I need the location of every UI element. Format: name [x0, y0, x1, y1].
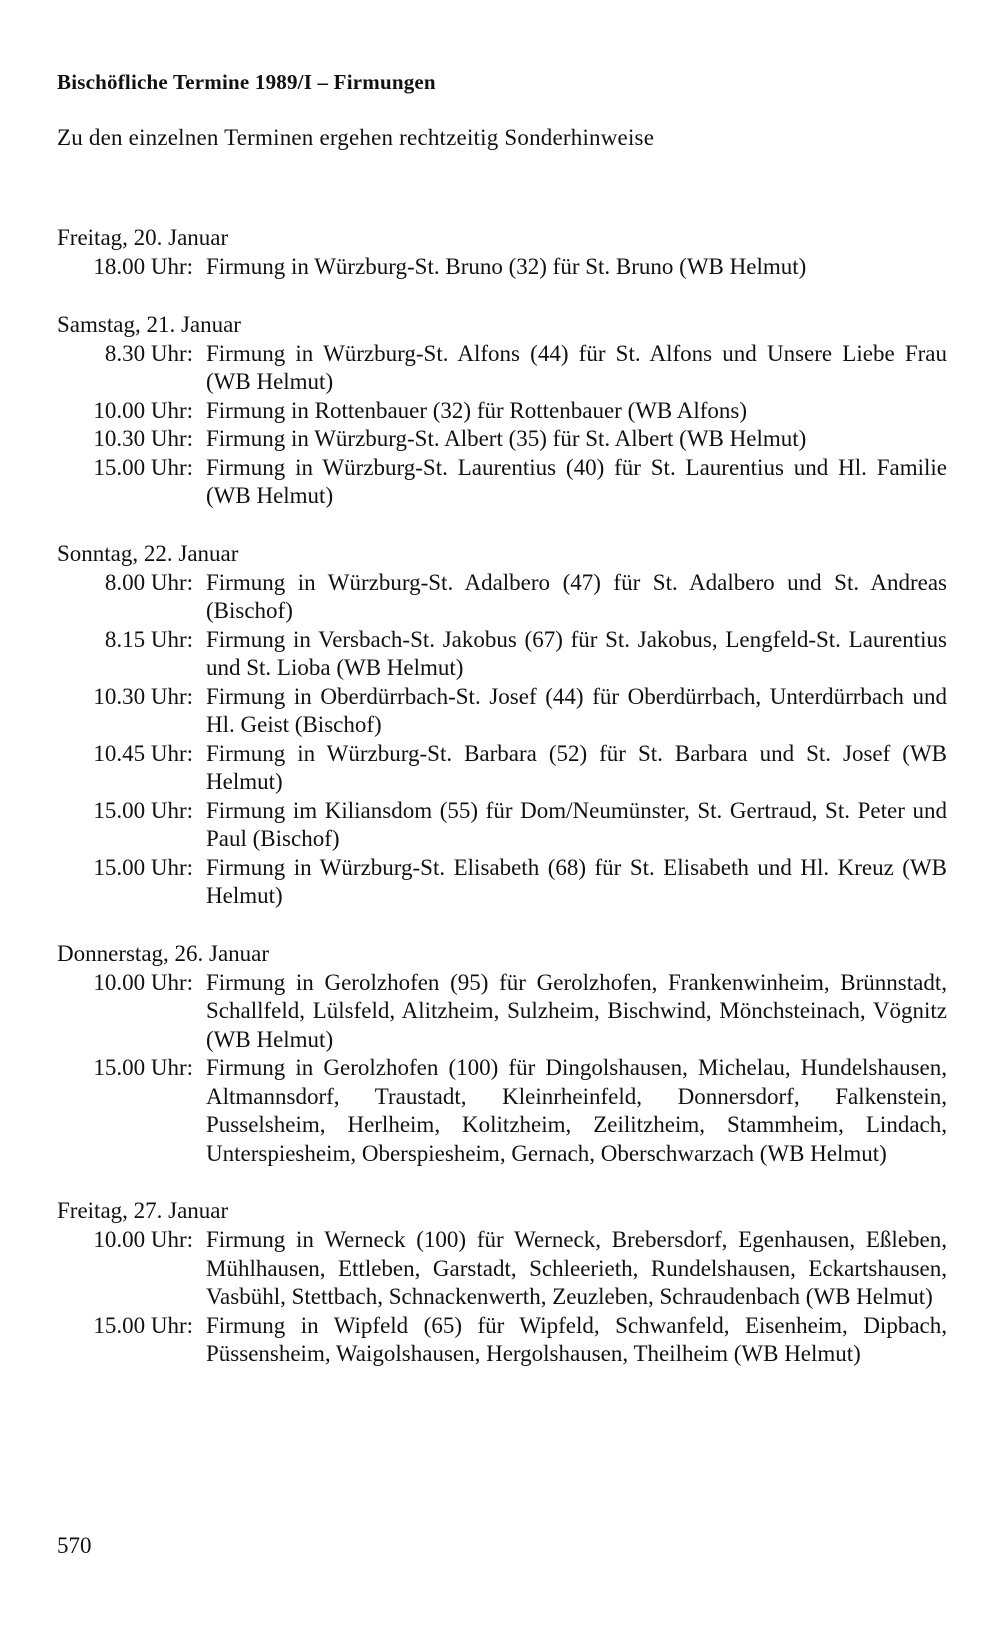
entry-time: 10.30 Uhr:	[93, 683, 193, 709]
schedule-entry	[57, 626, 947, 683]
entry-description: Firmung in Oberdürrbach-St. Josef (44) für Oberdürrbach, Unterdürrbach und Hl. Geist (Bischof)	[206, 683, 947, 737]
schedule-list	[57, 223, 947, 1369]
entry-time: 10.00 Uhr:	[93, 397, 193, 423]
entry-description: Firmung in Werneck (100) für Werneck, Brebersdorf, Egenhausen, Eßleben, Mühlhausen, Ettleben, Garstadt, Schleerieth, Rundelshausen, Eckartshausen, Vasbühl, Stettbach, Schnackenwerth, Zeuzleben, Schraudenbach (WB Helmut)	[206, 1227, 947, 1309]
entry-time: 8.30 Uhr:	[104, 340, 193, 366]
day-block	[57, 1196, 947, 1369]
entry-time: 10.45 Uhr:	[93, 740, 193, 766]
entry-description: Firmung in Gerolzhofen (95) für Gerolzhofen, Frankenwinheim, Brünnstadt, Schallfeld, Lülsfeld, Alitzheim, Sulzheim, Bischwind, Mönchsteinach, Vögnitz (WB Helmut)	[206, 969, 947, 1052]
entry-description: Firmung in Rottenbauer (32) für Rottenbauer (WB Alfons)	[206, 397, 748, 423]
day-heading: Samstag, 21. Januar	[57, 311, 241, 337]
entry-time: 10.00 Uhr:	[93, 969, 193, 995]
entry-time: 8.00 Uhr:	[104, 569, 193, 595]
entry-description: Firmung in Würzburg-St. Barbara (52) für St. Barbara und St. Josef (WB Helmut)	[206, 740, 947, 794]
entry-description: Firmung in Würzburg-St. Elisabeth (68) für St. Elisabeth und Hl. Kreuz (WB Helmut)	[206, 854, 947, 908]
entry-time: 8.15 Uhr:	[104, 626, 193, 652]
entry-time: 15.00 Uhr:	[93, 454, 193, 480]
entry-description: Firmung in Würzburg-St. Alfons (44) für St. Alfons und Unsere Liebe Frau (WB Helmut)	[206, 340, 947, 394]
schedule-entry	[57, 797, 947, 854]
schedule-entry	[57, 1226, 947, 1312]
subtitle: Zu den einzelnen Terminen ergehen rechtzeitig Sonderhinweise	[57, 125, 655, 150]
entry-time: 15.00 Uhr:	[93, 854, 193, 880]
schedule-entry	[57, 253, 947, 282]
entry-description: Firmung in Wipfeld (65) für Wipfeld, Schwanfeld, Eisenheim, Dipbach, Püssensheim, Waigolshausen, Hergolshausen, Theilheim (WB Helmut)	[206, 1312, 947, 1366]
entry-time: 15.00 Uhr:	[93, 1312, 193, 1338]
entry-description: Firmung in Gerolzhofen (100) für Dingolshausen, Michelau, Hundelshausen, Altmannsdorf, Traustadt, Kleinrheinfeld, Donnersdorf, Falkenstein, Pusselsheim, Herlheim, Kolitzheim, Zeilitzheim, Stammheim, Lindach, Unterspiesheim, Oberspiesheim, Gernach, Oberschwarzach (WB Helmut)	[206, 1055, 947, 1166]
document-page	[57, 70, 947, 1397]
entry-time: 15.00 Uhr:	[93, 797, 193, 823]
schedule-entry	[57, 340, 947, 397]
entry-description: Firmung im Kiliansdom (55) für Dom/Neumünster, St. Gertraud, St. Peter und Paul (Bischof)	[206, 797, 947, 851]
entry-description: Firmung in Würzburg-St. Bruno (32) für St. Bruno (WB Helmut)	[206, 254, 807, 279]
page-title: Bischöfliche Termine 1989/I – Firmungen	[57, 70, 436, 94]
day-block	[57, 310, 947, 511]
entry-description: Firmung in Würzburg-St. Adalbero (47) für St. Adalbero und St. Andreas (Bischof)	[206, 569, 947, 623]
entry-time: 18.00 Uhr:	[93, 254, 193, 279]
day-block	[57, 939, 947, 1169]
day-block	[57, 223, 947, 282]
schedule-entry	[57, 425, 947, 454]
schedule-entry	[57, 569, 947, 626]
page-number: 570	[57, 1533, 92, 1558]
entry-time: 15.00 Uhr:	[93, 1055, 193, 1080]
schedule-entry	[57, 454, 947, 511]
schedule-entry	[57, 1312, 947, 1369]
entry-description: Firmung in Würzburg-St. Laurentius (40) für St. Laurentius und Hl. Familie (WB Helmut)	[206, 454, 947, 508]
schedule-entry	[57, 740, 947, 797]
schedule-entry	[57, 969, 947, 1055]
schedule-entry	[57, 683, 947, 740]
day-heading: Freitag, 20. Januar	[57, 225, 229, 250]
schedule-entry	[57, 854, 947, 911]
day-heading: Freitag, 27. Januar	[57, 1198, 229, 1223]
entry-time: 10.30 Uhr:	[93, 426, 193, 451]
entry-description: Firmung in Versbach-St. Jakobus (67) für St. Jakobus, Lengfeld-St. Laurentius und St. Lioba (WB Helmut)	[206, 626, 947, 680]
entry-time: 10.00 Uhr:	[93, 1227, 193, 1252]
day-heading: Donnerstag, 26. Januar	[57, 940, 270, 966]
day-heading: Sonntag, 22. Januar	[57, 540, 239, 566]
schedule-entry	[57, 397, 947, 426]
day-block	[57, 539, 947, 911]
schedule-entry	[57, 1054, 947, 1168]
entry-description: Firmung in Würzburg-St. Albert (35) für St. Albert (WB Helmut)	[206, 426, 807, 451]
